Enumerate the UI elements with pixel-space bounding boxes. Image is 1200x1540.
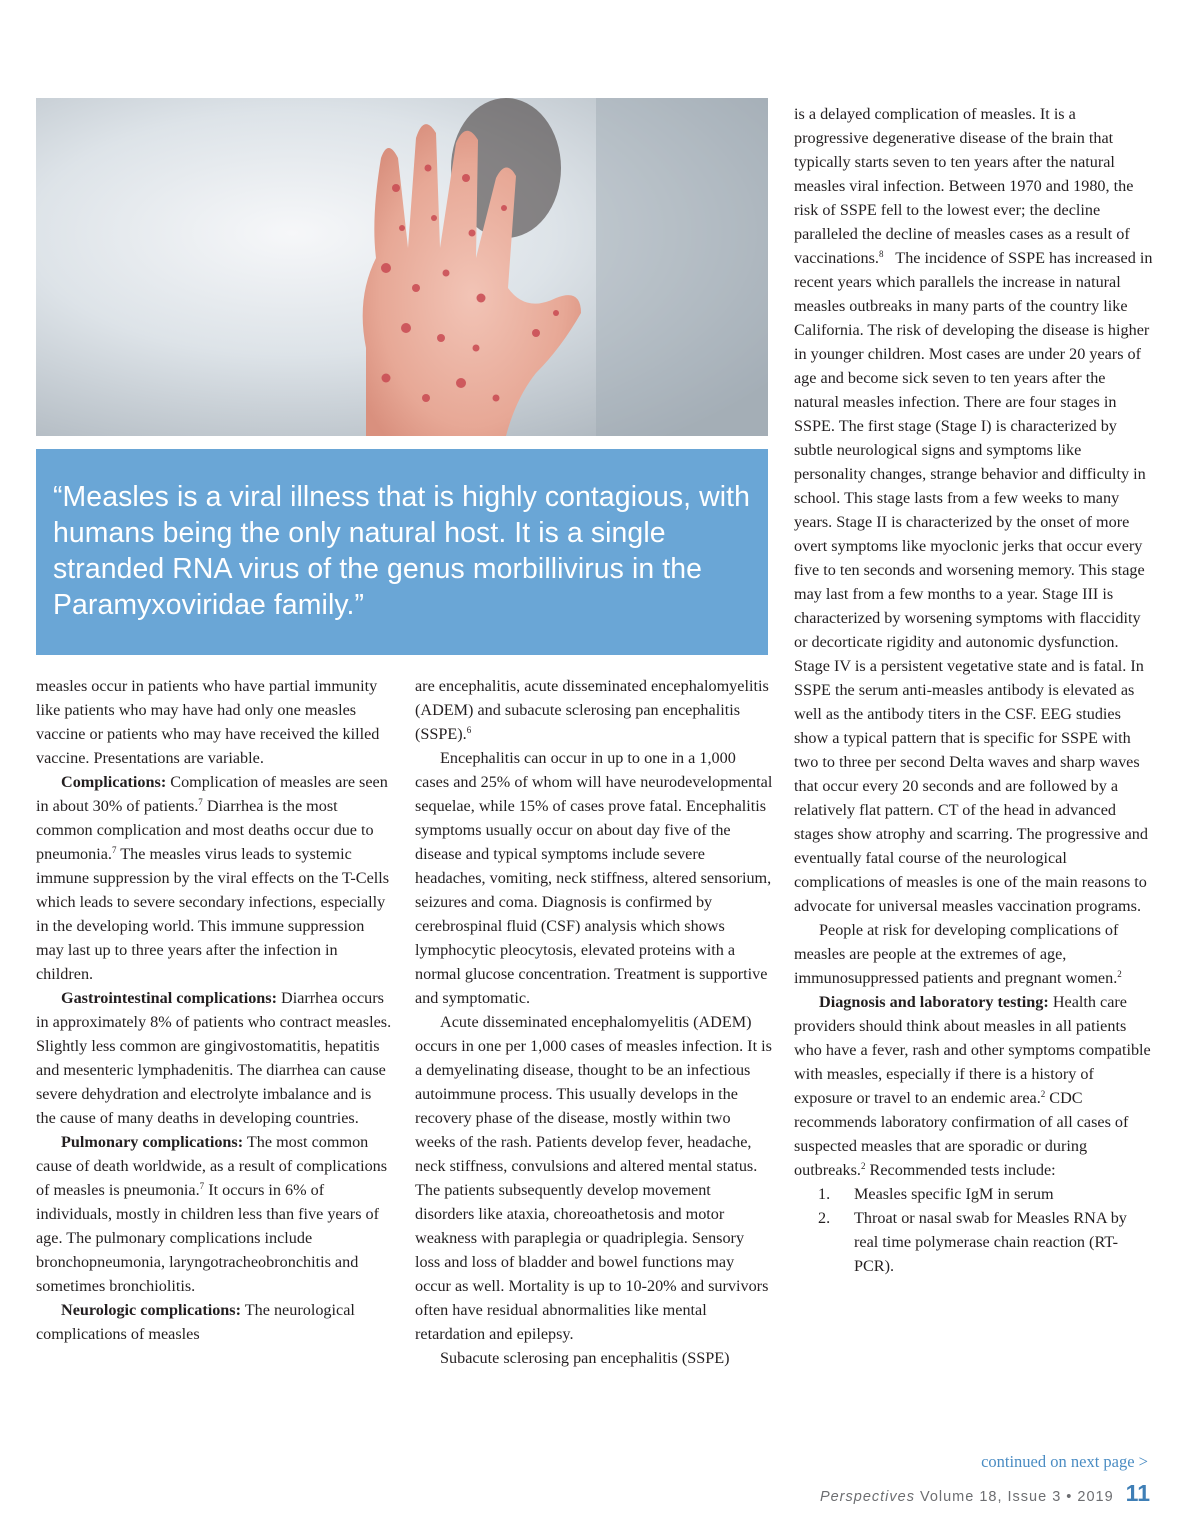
subheading: Diagnosis and laboratory testing:	[819, 993, 1049, 1011]
pulmonary-complications-paragraph	[36, 1130, 394, 1298]
sspe-continued-paragraph	[794, 102, 1157, 918]
list-item-text: Measles specific IgM in serum	[854, 1185, 1054, 1203]
list-number: 2.	[818, 1209, 831, 1227]
paragraph-text: People at risk for developing complications of measles are people at the extremes of age, immunosuppressed patients and pregnant women.	[794, 921, 1119, 987]
measles-hand-photo	[36, 98, 768, 436]
paragraph-text: Complication of measles are seen in about 30% of patients.	[36, 773, 388, 815]
list-item	[794, 1206, 1154, 1278]
complications-paragraph	[36, 770, 394, 986]
paragraph-text: Recommended tests include:	[865, 1161, 1056, 1179]
at-risk-paragraph	[794, 918, 1154, 990]
recommended-tests-list	[794, 1182, 1154, 1278]
paragraph-text: The measles virus leads to systemic immune suppression by the viral effects on the T-Cells which leads to severe secondary infections, especially in the developing world. This immune suppression may last up to three years after the infection in children.	[36, 845, 390, 983]
diagnosis-paragraph	[794, 990, 1154, 1182]
continued-on-next-page-link[interactable]: continued on next page >	[981, 1452, 1148, 1471]
reference-number: 6	[466, 725, 472, 735]
adem-paragraph: Acute disseminated encephalomyelitis (ADEM) occurs in one per 1,000 cases of measles infection. It is a demyelinating disease, thought to be an infectious autoimmune process. This usually develops in the recovery phase of the disease, mostly within two weeks of the rash. Patients develop fever, headache, neck stiffness, convulsions and altered mental status. The patients subsequently develop movement disorders like ataxia, choreoathetosis and motor weakness with paraplegia or quadriplegia. Sensory loss and loss of bladder and bowel functions may occur as well. Mortality is up to 10-20% and survivors often have residual abnormalities like mental retardation and epilepsy.	[415, 1013, 772, 1343]
subheading: Gastrointestinal complications:	[61, 989, 277, 1007]
issue-info: Volume 18, Issue 3 • 2019	[919, 1489, 1114, 1505]
paragraph-text: Diarrhea occurs in approximately 8% of patients who contract measles. Slightly less common are gingivostomatitis, hepatitis and mesenteric lymphadenitis. The diarrhea can cause severe dehydration and electrolyte imbalance and is the cause of many deaths in developing countries.	[36, 989, 392, 1127]
subheading: Neurologic complications:	[61, 1301, 241, 1319]
reference-number: 7	[198, 797, 203, 807]
paragraph-text: Diarrhea is the most common complication and most deaths occur due to pneumonia.	[36, 797, 374, 863]
paragraph-text: The neurological complications of measles	[36, 1301, 355, 1343]
pull-quote: “Measles is a viral illness that is highly contagious, with humans being the only natural host. It is a single stranded RNA virus of the genus morbillivirus in the Paramyxoviridae family.”	[36, 449, 768, 655]
paragraph-text: CDC recommends laboratory confirmation of all cases of suspected measles that are sporadic or during outbreaks.	[794, 1089, 1129, 1179]
reference-number: 2	[1117, 969, 1122, 979]
paragraph-text: It occurs in 6% of individuals, mostly in children less than five years of age. The pulmonary complications include bronchopneumonia, laryngotracheobronchitis and sometimes bronchiolitis.	[36, 1181, 380, 1295]
list-item	[794, 1182, 1154, 1206]
paragraph-text: Health care providers should think about measles in all patients who have a fever, rash and other symptoms compatible with measles, especially if there is a history of exposure or travel to an endemic area.	[794, 993, 1151, 1107]
paragraph	[415, 674, 773, 746]
reference-number: 7	[199, 1181, 205, 1191]
sspe-paragraph: Subacute sclerosing pan encephalitis (SSPE)	[440, 1349, 730, 1367]
list-item-text: Throat or nasal swab for Measles RNA by real time polymerase chain reaction (RT-PCR).	[854, 1209, 1127, 1275]
publication-name: Perspectives	[819, 1489, 915, 1505]
page-number: 11	[1125, 1480, 1150, 1506]
article-column-3	[794, 102, 1157, 1278]
article-column-1	[36, 674, 394, 1346]
paragraph-text: The incidence of SSPE has increased in recent years which parallels the increase in natural measles outbreaks in many parts of the country like California. The risk of developing the disease is higher in younger children. Most cases are under 20 years of age and become sick seven to ten years after the natural measles infection. There are four stages in SSPE. The first stage (Stage I) is characterized by subtle neurological signs and symptoms like personality changes, strange behavior and difficulty in school. This stage lasts from a few weeks to many years. Stage II is characterized by the onset of more overt symptoms like myoclonic jerks that occur every five to ten seconds and worsening memory. This stage may last from a few months to a year. Stage III is characterized by worsening symptoms with flaccidity or decorticate rigidity and autonomic dysfunction. Stage IV is a persistent vegetative state and is fatal. In SSPE the serum anti-measles antibody is elevated as well as the antibody titers in the CSF. EEG studies show a typical pattern that is specific for SSPE with two to three per second Delta waves and sharp waves that occur every 20 seconds and are followed by a relatively flat pattern. CT of the head in advanced stages show atrophy and scarring. The progressive and eventually fatal course of the neurological complications of measles is one of the main reasons to advocate for universal measles vaccination programs.	[794, 249, 1157, 915]
list-number: 1.	[818, 1185, 831, 1203]
neurologic-complications-paragraph	[36, 1298, 394, 1346]
gi-complications-paragraph	[36, 986, 394, 1130]
subheading: Pulmonary complications:	[61, 1133, 244, 1151]
paragraph-text: The most common cause of death worldwide, as a result of complications of measles is pneumonia.	[36, 1133, 388, 1199]
paragraph-text: are encephalitis, acute disseminated encephalomyelitis (ADEM) and subacute sclerosing pan encephalitis (SSPE).	[415, 677, 769, 743]
paragraph: measles occur in patients who have partial immunity like patients who may have had only one measles vaccine or patients who may have received the killed vaccine. Presentations are variable.	[36, 677, 380, 767]
page-footer	[820, 1480, 1150, 1507]
reference-number: 7	[111, 845, 117, 855]
reference-number: 2	[1040, 1089, 1046, 1099]
hand-illustration	[36, 98, 768, 436]
subheading: Complications:	[61, 773, 167, 791]
article-column-2	[415, 674, 773, 1370]
encephalitis-paragraph: Encephalitis can occur in up to one in a 1,000 cases and 25% of whom will have neurodevelopmental sequelae, while 15% of cases prove fatal. Encephalitis symptoms usually occur on about day five of the disease and typical symptoms include severe headaches, vomiting, neck stiffness, altered sensorium, seizures and coma. Diagnosis is confirmed by cerebrospinal fluid (CSF) analysis which shows lymphocytic pleocytosis, elevated proteins with a normal glucose concentration. Treatment is supportive and symptomatic.	[415, 749, 773, 1007]
paragraph-text: is a delayed complication of measles. It is a progressive degenerative disease of the brain that typically starts seven to ten years after the natural measles viral infection. Between 1970 and 1980, the risk of SSPE fell to the lowest ever; the decline paralleled the decline of measles cases as a result of vaccinations.	[794, 105, 1134, 267]
reference-number: 8	[878, 249, 884, 259]
reference-number: 2	[860, 1161, 866, 1171]
